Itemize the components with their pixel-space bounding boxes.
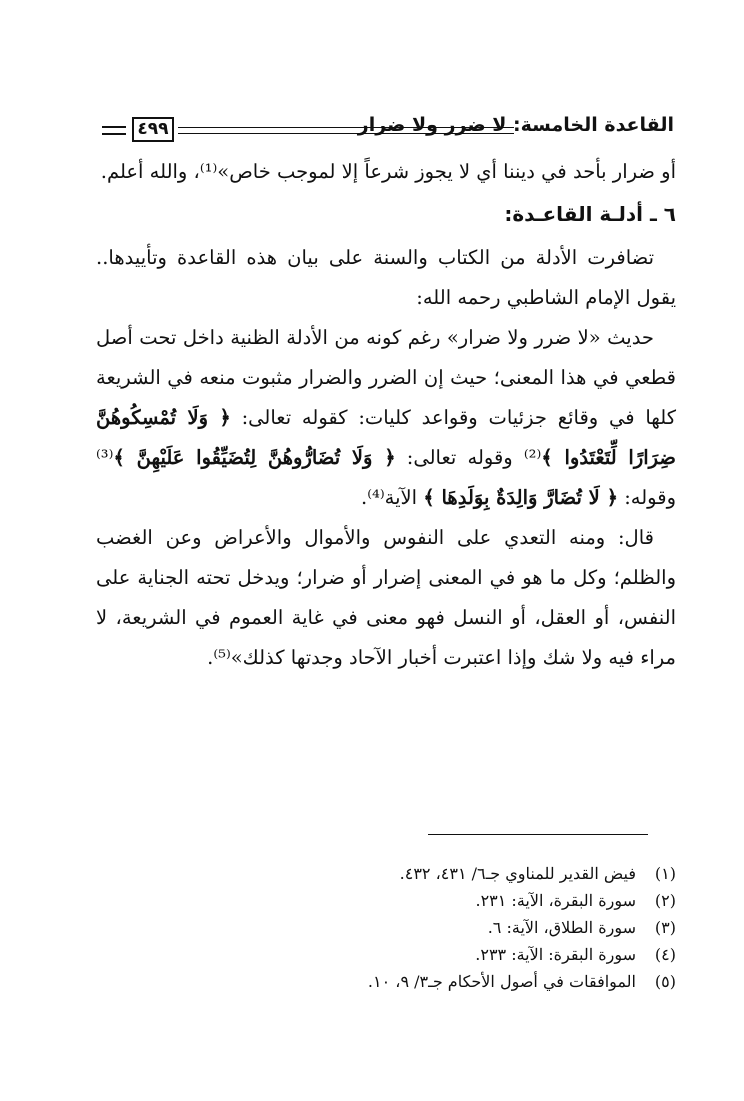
footnote-text: سورة الطلاق، الآية: ٦. (487, 918, 636, 937)
paragraph-text: حديث «لا ضرر ولا ضرار» رغم كونه من الأدلة الظنية داخل تحت أصل قطعي في هذا المعنى؛ حيث إن الضرر والضرار مثبوت منعه في الشريعة كلها في وقائع جزئيات وقواعد كليات: كقوله تعالى: (96, 326, 677, 429)
section-heading: ٦ ـ أدلـة القاعـدة: (504, 202, 676, 226)
footnote-item (300, 887, 676, 914)
footnote-reference: الآية⁽⁴⁾. (361, 486, 418, 509)
chapter-title: القاعدة الخامسة: لا ضرر ولا ضرار (357, 114, 674, 136)
footnote-reference: ⁽³⁾ وقوله: (96, 446, 676, 509)
footnote-item (300, 860, 676, 887)
running-header (102, 114, 674, 148)
footnote-text: الموافقات في أصول الأحكام جـ٣/ ٩، ١٠. (367, 972, 636, 991)
page-number: ٤٩٩ (132, 117, 174, 142)
quran-verse: ﴿ وَلَا تُمْسِكُوهُنَّ ضِرَارًا لِّتَعْتَدُوا ﴾ (96, 406, 676, 469)
footnote-item (300, 968, 676, 995)
header-dash (102, 126, 126, 128)
footnote-number: (٥) (654, 972, 676, 991)
footnote-number: (٣) (654, 918, 676, 937)
footnote-text: فيض القدير للمناوي جـ٦/ ٤٣١، ٤٣٢. (399, 864, 636, 883)
footnote-item (300, 914, 676, 941)
paragraph: تضافرت الأدلة من الكتاب والسنة على بيان هذه القاعدة وتأييدها.. يقول الإمام الشاطبي رحمه الله: (96, 246, 676, 309)
paragraph: أو ضرار بأحد في ديننا أي لا يجوز شرعاً إلا لموجب خاص»⁽¹⁾، والله أعلم. (100, 160, 676, 183)
footnote-number: (١) (654, 864, 676, 883)
footnote-separator (428, 834, 648, 835)
paragraph: قال: ومنه التعدي على النفوس والأموال والأعراض وعن الغضب والظلم؛ وكل ما هو في المعنى إضرار أو ضرار؛ ويدخل تحته الجناية على النفس، أو العقل، أو النسل فهو معنى في غاية العموم في الشريعة، لا مراء فيه ولا شك وإذا اعتبرت أخبار الآحاد وجدتها كذلك»⁽⁵⁾. (96, 526, 676, 669)
footnote-reference: ⁽²⁾ وقوله تعالى: (406, 446, 542, 469)
quran-verse: ﴿ وَلَا تُضَارُّوهُنَّ لِتُضَيِّقُوا عَلَيْهِنَّ ﴾ (113, 446, 396, 469)
footnotes (300, 860, 676, 995)
main-text (96, 152, 676, 678)
quran-verse: ﴿ لَا تُضَارَّ وَالِدَةٌ بِوَلَدِهَا ﴾ (423, 486, 619, 509)
footnote-item (300, 941, 676, 968)
footnote-text: سورة البقرة، الآية: ٢٣١. (475, 891, 636, 910)
header-dash (102, 133, 126, 135)
paragraph-with-verses (96, 318, 676, 518)
footnote-number: (٢) (654, 891, 676, 910)
footnote-text: سورة البقرة: الآية: ٢٣٣. (475, 945, 636, 964)
footnote-number: (٤) (654, 945, 676, 964)
